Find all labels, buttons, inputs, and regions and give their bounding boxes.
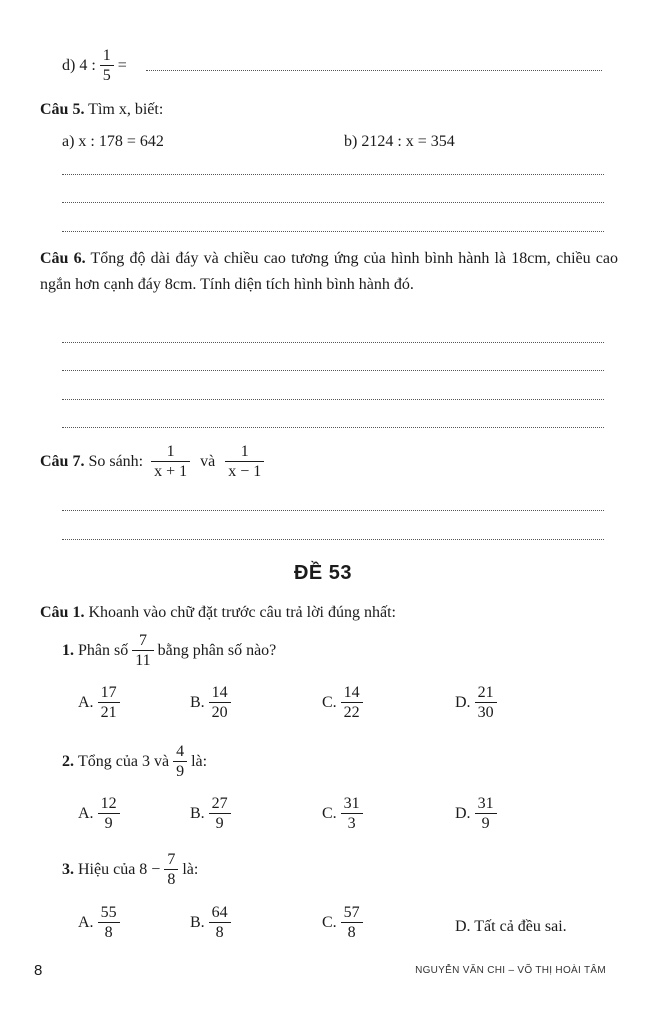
answer-line [62, 539, 604, 540]
option-letter: B. [190, 913, 205, 931]
option-numerator: 64 [211, 904, 228, 921]
q7-f2-numerator: 1 [240, 443, 249, 460]
page-number: 8 [34, 962, 43, 979]
q7-fraction-2 [225, 442, 264, 481]
option-numerator: 17 [100, 684, 117, 701]
option-denominator: 22 [341, 702, 363, 722]
p2-option-d[interactable] [455, 794, 501, 833]
p2-option-b[interactable] [190, 794, 235, 833]
q7-f1-denominator: x + 1 [151, 461, 190, 481]
p1-options [0, 683, 646, 731]
q4d-denominator: 5 [100, 65, 114, 85]
p1-label: 1. [62, 641, 74, 659]
p3-pre: Hiệu của 8 − [78, 860, 161, 878]
p3-option-a[interactable] [78, 903, 124, 942]
p3-post: là: [182, 860, 199, 878]
option-letter: C. [322, 693, 337, 711]
q7-and: và [200, 452, 216, 470]
q7-fraction-1 [151, 442, 190, 481]
option-denominator: 8 [209, 922, 231, 942]
answer-line [62, 174, 604, 175]
option-numerator: 57 [343, 904, 360, 921]
p2-label: 2. [62, 752, 74, 770]
answer-line [62, 370, 604, 371]
p1-pre: Phân số [78, 641, 129, 659]
answer-line [62, 202, 604, 203]
authors-footer: NGUYỄN VĂN CHI – VÕ THỊ HOÀI TÂM [415, 965, 606, 976]
option-letter: C. [322, 804, 337, 822]
q7-f1-numerator: 1 [166, 443, 175, 460]
question-4d [62, 46, 127, 85]
option-letter: B. [190, 693, 205, 711]
c1-text: Khoanh vào chữ đặt trước câu trả lời đúng nhất: [88, 604, 396, 621]
option-numerator: 14 [343, 684, 360, 701]
p2-options [0, 794, 646, 842]
answer-line [146, 70, 602, 71]
answer-line [62, 510, 604, 511]
option-denominator: 30 [475, 702, 497, 722]
option-numerator: 12 [100, 795, 117, 812]
option-denominator: 8 [98, 922, 120, 942]
option-numerator: 21 [477, 684, 494, 701]
p3-option-c[interactable] [322, 903, 367, 942]
p3-fraction [164, 850, 178, 889]
option-letter: C. [322, 913, 337, 931]
q7-f2-denominator: x − 1 [225, 461, 264, 481]
q4d-label: d) 4 : [62, 56, 96, 74]
option-letter: B. [190, 804, 205, 822]
p3-option-b[interactable] [190, 903, 235, 942]
option-numerator: 14 [211, 684, 228, 701]
q4d-numerator: 1 [102, 47, 111, 64]
option-letter: D. [455, 693, 471, 711]
option-letter: A. [78, 693, 94, 711]
p2-post: là: [191, 752, 208, 770]
option-numerator: 27 [211, 795, 228, 812]
problem-3 [62, 850, 198, 889]
p1-option-a[interactable] [78, 683, 124, 722]
p2-pre: Tổng của 3 và [78, 752, 170, 770]
option-denominator: 20 [209, 702, 231, 722]
q5-part-a: a) x : 178 = 642 [62, 133, 164, 150]
problem-2 [62, 742, 207, 781]
p1-option-c[interactable] [322, 683, 367, 722]
p2-numerator: 4 [176, 743, 185, 760]
p1-numerator: 7 [138, 632, 147, 649]
p3-numerator: 7 [167, 851, 176, 868]
p2-option-c[interactable] [322, 794, 367, 833]
answer-line [62, 427, 604, 428]
p2-option-a[interactable] [78, 794, 124, 833]
p3-option-d[interactable]: D. Tất cả đều sai. [455, 918, 567, 935]
option-letter: A. [78, 804, 94, 822]
p1-post: bằng phân số nào? [157, 641, 277, 659]
p1-option-d[interactable] [455, 683, 501, 722]
q6-text: Tổng độ dài đáy và chiều cao tương ứng của hình bình hành là 18cm, chiều cao ngắn hơn cạnh đáy 8cm. Tính diện tích hình bình hành đó. [40, 250, 619, 293]
option-denominator: 9 [98, 813, 120, 833]
q5-title: Câu 5. [40, 101, 85, 118]
p3-options [0, 903, 646, 951]
q7-text: So sánh: [88, 452, 144, 470]
q5-text: Tìm x, biết: [88, 101, 164, 118]
option-numerator: 31 [343, 795, 360, 812]
p3-label: 3. [62, 860, 74, 878]
p2-fraction [173, 742, 187, 781]
q7-title: Câu 7. [40, 452, 85, 470]
answer-line [62, 399, 604, 400]
option-numerator: 55 [100, 904, 117, 921]
option-denominator: 3 [341, 813, 363, 833]
p2-denominator: 9 [173, 761, 187, 781]
question-5 [40, 99, 163, 121]
q5-part-b: b) 2124 : x = 354 [344, 133, 455, 150]
q4d-equals: = [117, 56, 127, 74]
p1-denominator: 11 [132, 650, 153, 670]
question-6 [40, 246, 618, 298]
c1-title: Câu 1. [40, 604, 85, 621]
option-denominator: 21 [98, 702, 120, 722]
answer-line [62, 231, 604, 232]
option-denominator: 9 [209, 813, 231, 833]
p1-fraction [132, 631, 153, 670]
option-denominator: 8 [341, 922, 363, 942]
answer-line [62, 342, 604, 343]
option-numerator: 31 [477, 795, 494, 812]
option-letter: A. [78, 913, 94, 931]
question-7 [40, 442, 268, 481]
exam-heading: ĐỀ 53 [293, 562, 353, 584]
q6-title: Câu 6. [40, 250, 86, 267]
problem-1 [62, 631, 276, 670]
exam-question-1 [40, 602, 396, 624]
q4d-fraction [100, 46, 114, 85]
option-denominator: 9 [475, 813, 497, 833]
p3-denominator: 8 [164, 869, 178, 889]
option-letter: D. [455, 804, 471, 822]
p1-option-b[interactable] [190, 683, 235, 722]
